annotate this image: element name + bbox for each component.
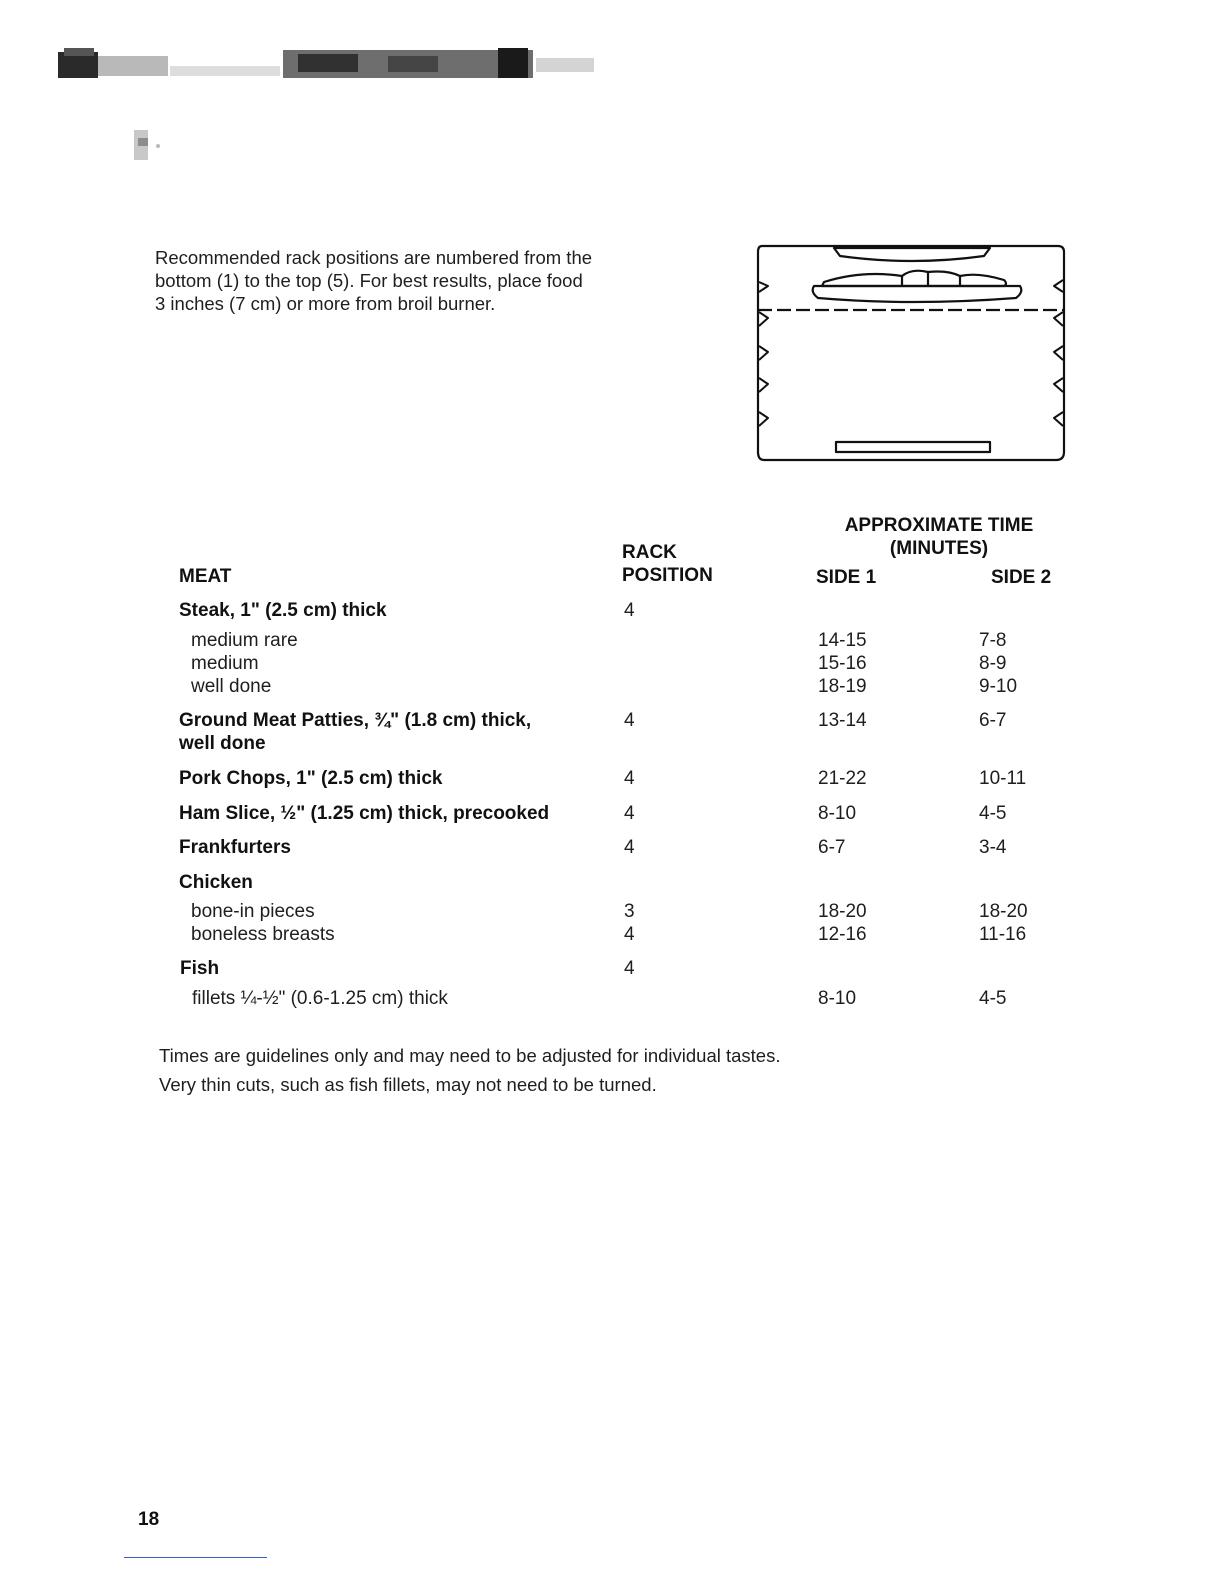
row-fish-name: Fish — [180, 958, 220, 979]
broiler-pan — [813, 286, 1022, 302]
row-fish-rack: 4 — [624, 958, 635, 979]
food-on-pan — [822, 271, 1006, 286]
oven-rack-diagram — [752, 240, 1068, 464]
row-patties-rack: 4 — [624, 710, 635, 731]
chicken-side-1-times: 18-20 12-16 — [818, 901, 867, 945]
header-side-1: SIDE 1 — [816, 567, 877, 588]
row-frank-side-1: 6-7 — [818, 837, 846, 858]
steak-side-1-times: 14-15 15-16 18-19 — [818, 630, 867, 697]
row-patties-name: Ground Meat Patties, ¾" (1.8 cm) thick, well done — [179, 710, 532, 754]
bottom-rule — [124, 1557, 267, 1558]
list-item: bone-in pieces boneless breasts — [191, 901, 335, 945]
row-steak-rack: 4 — [624, 600, 635, 621]
row-ham-rack: 4 — [624, 803, 635, 824]
row-fish-side-1: 8-10 — [818, 988, 857, 1009]
row-pork-rack: 4 — [624, 768, 635, 789]
row-frank-side-2: 3-4 — [979, 837, 1007, 858]
row-ham-side-1: 8-10 — [818, 803, 857, 824]
list-item: fillets ¼-½" (0.6-1.25 cm) thick — [192, 988, 448, 1009]
oven-cavity-outline — [758, 246, 1064, 460]
oven-floor-plate — [836, 442, 990, 452]
header-approx-time: APPROXIMATE TIME (MINUTES) — [844, 515, 1034, 559]
steak-side-2-times: 7-8 8-9 9-10 — [979, 630, 1018, 697]
header-side-2: SIDE 2 — [991, 567, 1052, 588]
row-patties-side-2: 6-7 — [979, 710, 1007, 731]
row-ham-name: Ham Slice, ½" (1.25 cm) thick, precooked — [179, 803, 550, 824]
row-frank-rack: 4 — [624, 837, 635, 858]
header-smudge — [58, 46, 594, 80]
header-rack: RACK POSITION — [622, 542, 713, 586]
row-pork-side-2: 10-11 — [979, 768, 1027, 789]
row-pork-name: Pork Chops, 1" (2.5 cm) thick — [179, 768, 443, 789]
chicken-side-2-times: 18-20 11-16 — [979, 901, 1028, 945]
intro-line-2: bottom (1) to the top (5). For best results, place food — [155, 270, 583, 291]
intro-line-1: Recommended rack positions are numbered from the — [155, 247, 593, 268]
header-meat: MEAT — [179, 566, 232, 587]
footnote-2: Very thin cuts, such as fish fillets, may not need to be turned. — [159, 1074, 657, 1095]
broil-burner — [834, 248, 990, 261]
row-patties-side-1: 13-14 — [818, 710, 867, 731]
row-chicken-name: Chicken — [179, 872, 253, 893]
footnote-1: Times are guidelines only and may need to be adjusted for individual tastes. — [159, 1045, 781, 1066]
row-fish-side-2: 4-5 — [979, 988, 1007, 1009]
row-pork-side-1: 21-22 — [818, 768, 867, 789]
chicken-rack-positions: 3 4 — [624, 901, 635, 945]
page-number: 18 — [138, 1509, 160, 1530]
intro-line-3: 3 inches (7 cm) or more from broil burner. — [155, 293, 496, 314]
row-steak-name: Steak, 1" (2.5 cm) thick — [179, 600, 387, 621]
row-ham-side-2: 4-5 — [979, 803, 1007, 824]
scan-mark — [132, 126, 176, 170]
list-item: medium rare medium well done — [191, 630, 298, 697]
row-frank-name: Frankfurters — [179, 837, 291, 858]
intro-text — [155, 246, 655, 315]
